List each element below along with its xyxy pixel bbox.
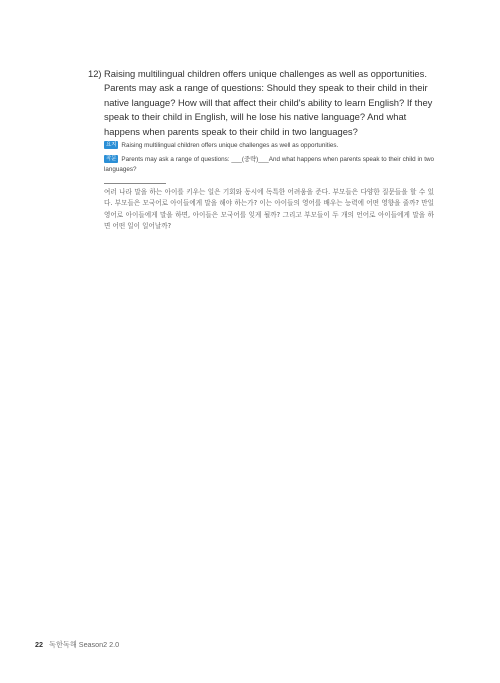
section-divider bbox=[104, 183, 166, 184]
korean-translation: 여러 나라 말을 하는 아이를 키우는 일은 기회와 동시에 독특한 어려움을 준다. 부모들은 다양한 질문들을 할 수 있다. 부모들은 모국어로 아이들에게 말을 해야 하는가? 이는 아이들의 영어를 배우는 능력에 어떤 영향을 줄까? 만일 영어로 아이들에게 말을 하면, 아이들은 모국어를 잊게 될까? 그리고 부모들이 두 개의 언어로 아이들에게 말을 하면 어떤 일이 일어날까? bbox=[104, 188, 434, 230]
answer-row-summary bbox=[104, 141, 338, 151]
summary-text: Raising multilingual children offers unique challenges as well as opportunities. bbox=[121, 142, 339, 149]
question-number: 12) bbox=[88, 68, 102, 79]
composition-text: Parents may ask a range of questions: ___(중략)___And what happens when parents speak to their child in two languages? bbox=[104, 156, 434, 173]
answer-row-composition bbox=[104, 155, 434, 174]
question-text: Raising multilingual children offers unique challenges as well as opportunities. Parents may ask a range of questions: Should they speak to their child in their native language? How will that affect their child's ability to learn English? If they speak to their child in English, will he lose his native language? And what happens when parents speak to their child in two languages? bbox=[104, 68, 433, 137]
book-title: 독한독해 Season2 2.0 bbox=[49, 640, 120, 649]
page-number: 22 bbox=[35, 640, 43, 649]
summary-tag: 요지 bbox=[106, 142, 117, 148]
composition-tag: 작문 bbox=[106, 156, 117, 162]
question-12 bbox=[88, 67, 438, 139]
page-footer bbox=[35, 640, 119, 650]
